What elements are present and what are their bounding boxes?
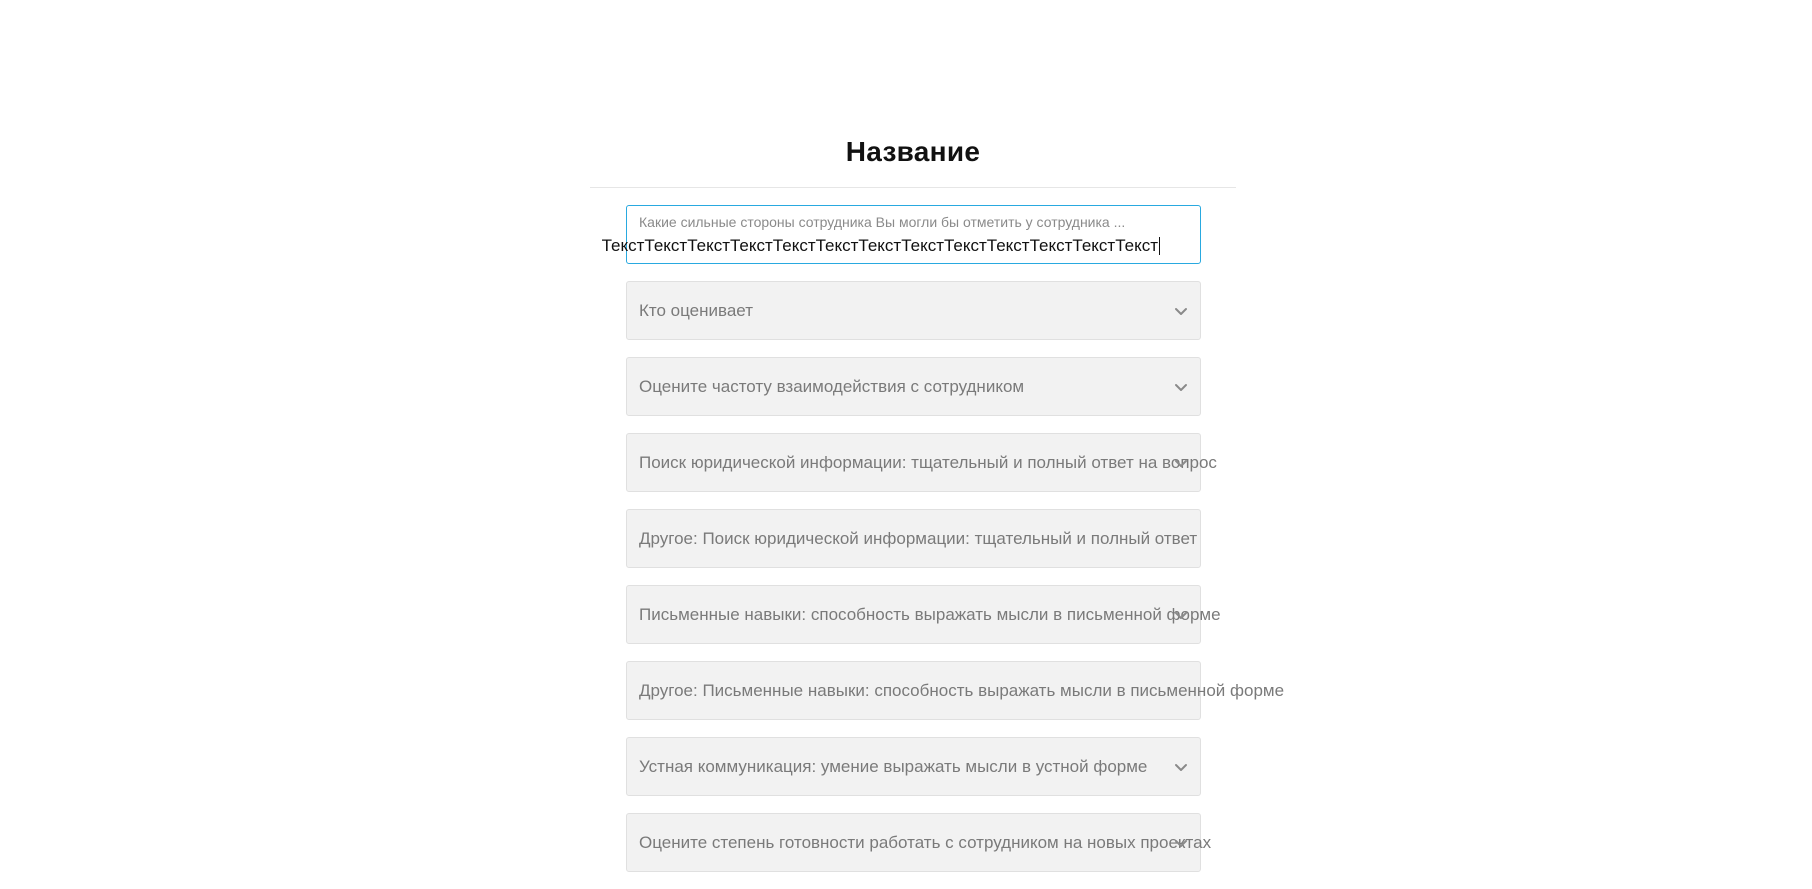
strengths-value: ТекстТекстТекстТекстТекстТекстТекстТекстТекстТекстТекстТекстТекст <box>601 236 1158 255</box>
select-label: Поиск юридической информации: тщательный и полный ответ на вопрос <box>639 452 1217 472</box>
select-writing-skills[interactable] <box>626 585 1221 644</box>
chevron-down-icon <box>1174 304 1188 318</box>
chevron-down-icon <box>1174 380 1188 394</box>
select-label: Письменные навыки: способность выражать мысли в письменной форме <box>639 604 1221 624</box>
strengths-label: Какие сильные стороны сотрудника Вы могли бы отметить у сотрудника ... <box>639 214 1126 230</box>
survey-form <box>601 205 1285 889</box>
chevron-down-icon <box>1174 456 1188 470</box>
chevron-down-icon <box>1174 836 1188 850</box>
input-other-legal-research[interactable] <box>626 509 1201 568</box>
input-other-writing-skills[interactable] <box>626 661 1285 720</box>
select-label: Кто оценивает <box>639 300 753 320</box>
select-new-projects-readiness[interactable] <box>626 813 1212 872</box>
form-header <box>590 118 1236 188</box>
select-who-evaluates[interactable] <box>626 281 1201 340</box>
strengths-textarea[interactable] <box>601 205 1201 264</box>
select-interaction-frequency[interactable] <box>626 357 1201 416</box>
page-title: Название <box>845 136 981 167</box>
text-caret <box>1159 237 1160 255</box>
chevron-down-icon <box>1174 608 1188 622</box>
select-label: Устная коммуникация: умение выражать мысли в устной форме <box>639 756 1148 776</box>
input-placeholder: Другое: Поиск юридической информации: тщательный и полный ответ <box>639 528 1198 548</box>
input-placeholder: Другое: Письменные навыки: способность выражать мысли в письменной форме <box>639 680 1285 700</box>
chevron-down-icon <box>1174 760 1188 774</box>
select-label: Оцените степень готовности работать с сотрудником на новых проектах <box>639 832 1212 852</box>
select-legal-research[interactable] <box>626 433 1217 492</box>
select-oral-communication[interactable] <box>626 737 1201 796</box>
select-label: Оцените частоту взаимодействия с сотрудником <box>639 376 1025 396</box>
